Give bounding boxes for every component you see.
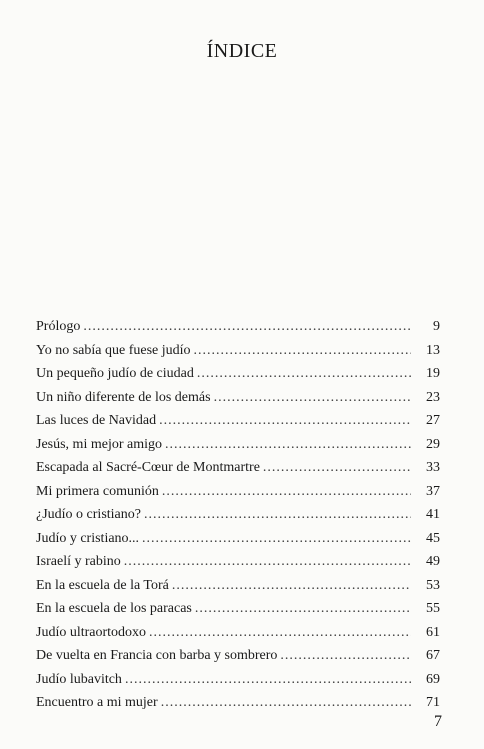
toc-entry-page: 37 [426, 483, 440, 499]
dot-leader [162, 480, 411, 504]
toc-entry-page: 53 [426, 577, 440, 593]
toc-entry [36, 409, 440, 433]
dot-leader [125, 668, 411, 692]
dot-leader [159, 409, 411, 433]
toc-entry-title: Un pequeño judío de ciudad [36, 366, 194, 381]
toc-entry-page: 67 [426, 648, 440, 663]
toc-entry [36, 527, 440, 551]
toc-entry-title: Yo no sabía que fuese judío [36, 342, 191, 358]
dot-leader [194, 339, 411, 363]
toc-entry-page: 13 [426, 342, 440, 358]
toc-entry [36, 362, 440, 386]
toc-entry [36, 574, 440, 598]
dot-leader [161, 691, 411, 715]
dot-leader [263, 456, 411, 480]
toc-entry-title: Las luces de Navidad [36, 413, 157, 428]
toc-entry [36, 668, 440, 692]
toc-entry-page: 27 [426, 413, 440, 428]
toc-entry-page: 45 [426, 530, 440, 546]
dot-leader [172, 574, 411, 598]
page-number: 7 [434, 713, 442, 730]
dot-leader [149, 621, 411, 645]
toc-entry [36, 433, 440, 457]
toc-entry-page: 49 [426, 554, 440, 569]
dot-leader [195, 597, 411, 621]
toc-entry-page: 41 [426, 507, 440, 522]
toc-entry [36, 480, 440, 504]
toc-entry [36, 315, 440, 339]
toc-entry-title: Mi primera comunión [36, 483, 159, 499]
toc-entry-page: 9 [433, 319, 440, 334]
toc-entry [36, 456, 440, 480]
dot-leader [144, 503, 411, 527]
toc-entry-title: En la escuela de la Torá [36, 577, 169, 593]
toc-entry [36, 339, 440, 363]
toc-entry-page: 33 [426, 460, 440, 475]
toc-entry-page: 61 [426, 624, 440, 640]
toc-entry-page: 19 [426, 366, 440, 381]
toc-entry-title: Judío lubavitch [36, 671, 122, 687]
toc-entry-page: 71 [426, 695, 440, 710]
toc-entry-title: Encuentro a mi mujer [36, 695, 158, 710]
toc-entry-page: 23 [426, 389, 440, 405]
toc-entry [36, 503, 440, 527]
page-title: ÍNDICE [206, 40, 278, 62]
toc-entry [36, 597, 440, 621]
toc-entry-title: Un niño diferente de los demás [36, 389, 211, 405]
table-of-contents [36, 315, 440, 715]
dot-leader [124, 550, 411, 574]
dot-leader [197, 362, 411, 386]
dot-leader [142, 527, 411, 551]
toc-entry [36, 386, 440, 410]
toc-entry [36, 621, 440, 645]
dot-leader [165, 433, 411, 457]
toc-entry-title: Israelí y rabino [36, 554, 121, 569]
toc-entry [36, 691, 440, 715]
toc-entry-title: Escapada al Sacré-Cœur de Montmartre [36, 460, 260, 475]
toc-entry-title: Judío y cristiano... [36, 530, 140, 546]
toc-entry [36, 550, 440, 574]
toc-entry-title: Prólogo [36, 319, 81, 334]
toc-entry-page: 29 [426, 436, 440, 452]
dot-leader [83, 315, 411, 339]
toc-entry-title: De vuelta en Francia con barba y sombrero [36, 648, 278, 663]
toc-entry [36, 644, 440, 668]
toc-entry-page: 69 [426, 671, 440, 687]
toc-entry-title: ¿Judío o cristiano? [36, 507, 141, 522]
toc-entry-title: Jesús, mi mejor amigo [36, 436, 162, 452]
dot-leader [214, 386, 411, 410]
toc-entry-title: Judío ultraortodoxo [36, 624, 147, 640]
dot-leader [280, 644, 411, 668]
toc-entry-page: 55 [426, 601, 440, 616]
toc-entry-title: En la escuela de los paracas [36, 601, 192, 616]
